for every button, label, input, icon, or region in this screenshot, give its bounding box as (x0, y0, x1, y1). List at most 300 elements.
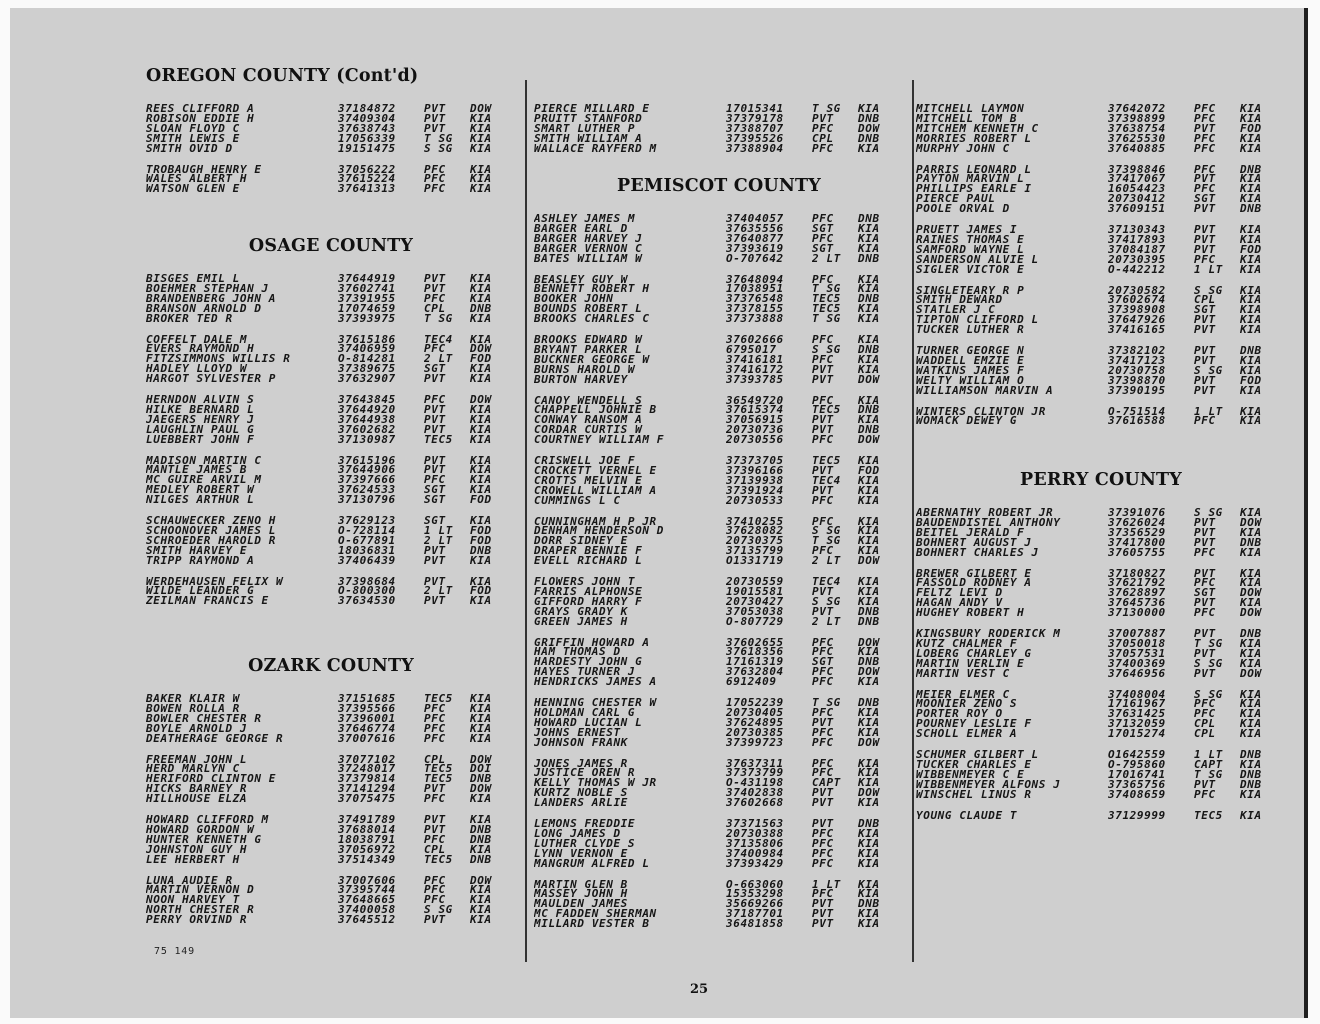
serial-number: 37129999 (1108, 810, 1166, 821)
soldier-name: PIERCE PAUL (916, 194, 996, 205)
rank: PFC (812, 889, 834, 900)
serial-number: 37373705 (726, 456, 784, 466)
soldier-name: HUNTER KENNETH G (146, 834, 262, 845)
casualty-row (916, 104, 1286, 114)
casualty-row (534, 425, 904, 435)
status-code: KIA (470, 404, 492, 415)
casualty-row (916, 518, 1286, 528)
status-code: DNB (1240, 537, 1262, 548)
soldier-name: COFFELT DALE M (146, 334, 248, 345)
rank: PFC (1194, 254, 1216, 265)
name-group (534, 214, 904, 263)
casualty-row (534, 546, 904, 556)
serial-number: 20730736 (726, 425, 784, 436)
soldier-name: ABERNATHY ROBERT JR (916, 508, 1054, 518)
soldier-name: JOHNS ERNEST (534, 727, 621, 738)
casualty-row (146, 274, 516, 284)
rank: PFC (424, 344, 446, 355)
soldier-name: PRUITT STANFORD (534, 113, 643, 124)
rank: PVT (812, 606, 834, 617)
status-code: DNB (470, 824, 492, 835)
status-code: KIA (1240, 355, 1262, 366)
serial-number: 37077102 (338, 754, 396, 765)
serial-number: 37379814 (338, 774, 396, 785)
soldier-name: DRAPER BENNIE F (534, 546, 643, 557)
serial-number: 17056339 (338, 133, 396, 144)
serial-number: 37391924 (726, 485, 784, 496)
casualty-row (534, 677, 904, 687)
serial-number: 37056972 (338, 844, 396, 855)
soldier-name: FLOWERS JOHN T (534, 577, 636, 587)
rank: 1 LT (1194, 264, 1223, 275)
soldier-name: HERIFORD CLINTON E (146, 774, 277, 785)
soldier-name: SCHOONOVER JAMES L (146, 525, 277, 536)
status-code: DOW (470, 395, 492, 405)
status-code: KIA (1240, 638, 1262, 649)
casualty-row (146, 724, 516, 734)
status-code: KIA (1240, 143, 1262, 154)
rank: TEC5 (812, 456, 841, 466)
rank: T SG (424, 133, 453, 144)
status-code: KIA (470, 555, 492, 566)
name-group (146, 694, 516, 743)
status-code: DOW (858, 788, 880, 799)
serial-number: 37634530 (338, 596, 396, 607)
rank: PVT (812, 485, 834, 496)
casualty-row (916, 690, 1286, 700)
serial-number: 37393975 (338, 313, 396, 324)
soldier-name: HAYES TURNER J (534, 667, 636, 678)
status-code: KIA (470, 374, 492, 384)
status-code: KIA (470, 905, 492, 916)
status-code: DOW (858, 667, 880, 678)
name-group (916, 569, 1286, 618)
serial-number: 37646774 (338, 723, 396, 734)
serial-number: 37648094 (726, 274, 784, 285)
rank: PVT (424, 465, 446, 476)
rank: PFC (812, 123, 834, 134)
casualty-row (534, 526, 904, 536)
soldier-name: CUMMINGS L C (534, 495, 621, 506)
rank: 1 LT (1194, 406, 1223, 417)
soldier-name: MARTIN VERLIN E (916, 658, 1025, 669)
casualty-row (534, 104, 904, 114)
serial-number: O-442212 (1108, 264, 1166, 275)
status-code: DOW (858, 374, 880, 385)
soldier-name: REES CLIFFORD A (146, 104, 255, 114)
soldier-name: SMITH HARVEY E (146, 545, 248, 556)
casualty-row (916, 588, 1286, 598)
rank: PFC (812, 838, 834, 849)
serial-number: 35669266 (726, 899, 784, 910)
rank: S SG (812, 596, 841, 607)
casualty-row (146, 755, 516, 765)
soldier-name: TURNER GEORGE N (916, 346, 1025, 356)
casualty-row (146, 536, 516, 546)
casualty-row (916, 790, 1286, 800)
status-code: KIA (470, 694, 492, 704)
rank: PVT (424, 815, 446, 825)
soldier-name: BISGES EMIL L (146, 274, 240, 284)
serial-number: 37644938 (338, 414, 396, 425)
rank: PVT (812, 425, 834, 436)
status-code: KIA (858, 838, 880, 849)
status-code: KIA (470, 283, 492, 294)
casualty-row (146, 425, 516, 435)
soldier-name: STATLER J C (916, 305, 996, 316)
rank: PFC (424, 875, 446, 886)
rank: TEC5 (812, 405, 841, 416)
status-code: DOW (470, 344, 492, 355)
status-code: KIA (858, 354, 880, 365)
soldier-name: TIPTON CLIFFORD L (916, 315, 1039, 326)
soldier-name: HERNDON ALVIN S (146, 395, 255, 405)
soldier-name: PIERCE MILLARD E (534, 104, 650, 114)
soldier-name: LONG JAMES D (534, 828, 621, 839)
name-group (534, 104, 904, 153)
rank: PVT (424, 113, 446, 124)
soldier-name: SCHROEDER HAROLD R (146, 535, 277, 546)
soldier-name: MILLARD VESTER B (534, 919, 650, 929)
status-code: KIA (858, 909, 880, 920)
status-code: KIA (470, 794, 492, 804)
serial-number: 37391955 (338, 293, 396, 304)
name-group (916, 407, 1286, 427)
status-code: KIA (1240, 547, 1262, 558)
rank: PFC (812, 495, 834, 506)
status-code: KIA (470, 334, 492, 345)
footer-code: 75 149 (154, 946, 195, 957)
rank: T SG (812, 104, 841, 114)
serial-number: 37638754 (1108, 123, 1166, 134)
casualty-row (534, 909, 904, 919)
soldier-name: MITCHEM KENNETH C (916, 123, 1039, 134)
casualty-row (146, 174, 516, 184)
status-code: DNB (858, 616, 880, 627)
serial-number: 37637311 (726, 758, 784, 769)
soldier-name: FITZSIMMONS WILLIS R (146, 354, 291, 365)
soldier-name: FREEMAN JOHN L (146, 754, 248, 765)
rank: S SG (812, 344, 841, 355)
status-code: KIA (1240, 699, 1262, 710)
status-code: DNB (858, 819, 880, 829)
rank: 1 LT (812, 879, 841, 890)
serial-number: 37629123 (338, 516, 396, 526)
casualty-row (916, 386, 1286, 396)
status-code: KIA (470, 174, 492, 185)
status-code: KIA (1240, 184, 1262, 195)
status-code: KIA (1240, 225, 1262, 235)
status-code: KIA (1240, 406, 1262, 417)
status-code: KIA (1240, 174, 1262, 185)
rank: PFC (1194, 608, 1216, 618)
casualty-row (146, 374, 516, 384)
casualty-row (146, 314, 516, 324)
status-code: DNB (1240, 346, 1262, 356)
soldier-name: HENDRICKS JAMES A (534, 677, 657, 687)
status-code: KIA (858, 456, 880, 466)
status-code: DOW (858, 556, 880, 566)
serial-number: 37626024 (1108, 517, 1166, 528)
serial-number: 37416165 (1108, 325, 1166, 335)
rank: PFC (1194, 104, 1216, 114)
soldier-name: FELTZ LEVI D (916, 588, 1003, 599)
rank: PFC (812, 546, 834, 557)
casualty-row (916, 204, 1286, 214)
casualty-row (146, 815, 516, 825)
status-code: KIA (858, 586, 880, 597)
status-code: KIA (1240, 264, 1262, 275)
casualty-row (146, 165, 516, 175)
soldier-name: PERRY ORVIND R (146, 915, 248, 925)
casualty-row (534, 435, 904, 445)
serial-number: 6912409 (726, 677, 777, 687)
soldier-name: MAULDEN JAMES (534, 899, 628, 910)
casualty-row (146, 184, 516, 194)
serial-number: 37624895 (726, 717, 784, 728)
soldier-name: WALES ALBERT H (146, 174, 248, 185)
status-code: KIA (858, 768, 880, 779)
serial-number: 37398908 (1108, 305, 1166, 316)
status-code: DNB (858, 113, 880, 124)
status-code: DOI (470, 764, 492, 775)
casualty-row (146, 304, 516, 314)
name-group (146, 274, 516, 323)
status-code: KIA (470, 915, 492, 925)
soldier-name: HUGHEY ROBERT H (916, 608, 1025, 618)
status-code: DNB (858, 899, 880, 910)
soldier-name: DEATHERAGE GEORGE R (146, 733, 284, 744)
rank: PFC (424, 703, 446, 714)
soldier-name: HOWARD GORDON W (146, 824, 255, 835)
status-code: DNB (1240, 204, 1262, 214)
serial-number: 37631425 (1108, 709, 1166, 720)
status-code: KIA (858, 516, 880, 527)
casualty-row (534, 214, 904, 224)
rank: T SG (812, 698, 841, 708)
casualty-row (916, 295, 1286, 305)
column-divider (525, 80, 527, 962)
soldier-name: BURTON HARVEY (534, 374, 628, 385)
serial-number: 20730559 (726, 577, 784, 587)
status-code: KIA (470, 895, 492, 906)
soldier-name: BATES WILLIAM W (534, 253, 643, 264)
rank: PVT (424, 374, 446, 384)
status-code: KIA (858, 647, 880, 658)
soldier-name: BEITEL JERALD F (916, 527, 1025, 538)
status-code: KIA (858, 475, 880, 486)
casualty-row (916, 134, 1286, 144)
status-code: KIA (1240, 578, 1262, 589)
rank: CPL (424, 844, 446, 855)
soldier-name: CANOY WENDELL S (534, 395, 643, 406)
soldier-name: EVERS RAYMOND H (146, 344, 255, 355)
rank: PFC (1194, 789, 1216, 800)
casualty-row (146, 596, 516, 606)
status-code: KIA (1240, 810, 1262, 821)
casualty-row (534, 517, 904, 527)
rank: PFC (812, 667, 834, 678)
rank: PFC (424, 293, 446, 304)
soldier-name: LUNA AUDIE R (146, 875, 233, 886)
status-code: KIA (470, 465, 492, 476)
soldier-name: CROWELL WILLIAM A (534, 485, 657, 496)
rank: PFC (812, 758, 834, 769)
status-code: KIA (858, 577, 880, 587)
casualty-row (146, 835, 516, 845)
serial-number: 37645512 (338, 915, 396, 925)
soldier-name: FARRIS ALPHONSE (534, 586, 643, 597)
soldier-name: BARGER HARVEY J (534, 233, 643, 244)
status-code: KIA (470, 274, 492, 284)
rank: PFC (424, 713, 446, 724)
status-code: DOW (470, 875, 492, 886)
county-heading: PERRY COUNTY (1020, 470, 1182, 490)
serial-number: 20730405 (726, 707, 784, 718)
soldier-name: BROKER TED R (146, 313, 233, 324)
status-code: DNB (858, 405, 880, 416)
serial-number: 20730412 (1108, 194, 1166, 205)
rank: 2 LT (812, 616, 841, 627)
status-code: KIA (858, 758, 880, 769)
status-code: DNB (858, 344, 880, 355)
rank: PFC (1194, 143, 1216, 154)
soldier-name: KURTZ NOBLE S (534, 788, 628, 799)
casualty-row (146, 344, 516, 354)
serial-number: 20730388 (726, 828, 784, 839)
soldier-name: SINGLETEARY R P (916, 285, 1025, 296)
casualty-row (534, 587, 904, 597)
casualty-row (534, 304, 904, 314)
casualty-row (146, 114, 516, 124)
serial-number: 37605755 (1108, 547, 1166, 558)
serial-number: 37389675 (338, 364, 396, 375)
casualty-row (534, 224, 904, 234)
column-divider (912, 80, 914, 962)
casualty-row (146, 895, 516, 905)
casualty-row (916, 124, 1286, 134)
soldier-name: TROBAUGH HENRY E (146, 164, 262, 175)
serial-number: 37388904 (726, 143, 784, 154)
rank: PVT (1194, 779, 1216, 790)
serial-number: 37056222 (338, 164, 396, 175)
status-code: KIA (470, 133, 492, 144)
rank: PVT (1194, 174, 1216, 185)
soldier-name: NILGES ARTHUR L (146, 495, 255, 505)
casualty-row (146, 364, 516, 374)
serial-number: 37391076 (1108, 508, 1166, 518)
rank: PVT (812, 788, 834, 799)
soldier-name: HERD MARLYN C (146, 764, 240, 775)
casualty-row (534, 880, 904, 890)
serial-number: 37390195 (1108, 385, 1166, 396)
rank: PFC (812, 727, 834, 738)
casualty-row (916, 649, 1286, 659)
status-code: FOD (470, 535, 492, 546)
rank: PFC (812, 516, 834, 527)
serial-number: O-677891 (338, 535, 396, 546)
rank: PFC (812, 637, 834, 648)
status-code: DOW (470, 784, 492, 795)
status-code: DNB (1240, 769, 1262, 780)
status-code: DOW (858, 123, 880, 134)
soldier-name: SCHUMER GILBERT L (916, 750, 1039, 760)
casualty-row (534, 829, 904, 839)
rank: PVT (1194, 315, 1216, 326)
serial-number: 37399723 (726, 737, 784, 748)
casualty-row (146, 284, 516, 294)
rank: S SG (424, 143, 453, 154)
status-code: DOW (858, 637, 880, 648)
soldier-name: BUCKNER GEORGE W (534, 354, 650, 365)
casualty-row (146, 855, 516, 865)
rank: PVT (424, 784, 446, 795)
casualty-row (916, 569, 1286, 579)
rank: PFC (812, 647, 834, 658)
casualty-row (146, 516, 516, 526)
status-code: KIA (858, 848, 880, 859)
casualty-row (916, 194, 1286, 204)
serial-number: 37402838 (726, 788, 784, 799)
rank: PVT (1194, 598, 1216, 609)
casualty-row (534, 759, 904, 769)
soldier-name: BREWER GILBERT E (916, 568, 1032, 579)
status-code: DOW (1240, 588, 1262, 599)
status-code: DOW (470, 754, 492, 765)
soldier-name: TRIPP RAYMOND A (146, 555, 255, 566)
rank: CAPT (1194, 759, 1223, 770)
soldier-name: LAUGHLIN PAUL G (146, 424, 255, 435)
serial-number: O-663060 (726, 879, 784, 890)
serial-number: 37400984 (726, 848, 784, 859)
soldier-name: JOHNSTON GUY H (146, 844, 248, 855)
soldier-name: ROBISON EDDIE H (146, 113, 255, 124)
soldier-name: MARTIN VEST C (916, 668, 1010, 679)
serial-number: 37398684 (338, 576, 396, 587)
rank: PVT (812, 465, 834, 476)
serial-number: O-728114 (338, 525, 396, 536)
casualty-row (534, 466, 904, 476)
rank: T SG (812, 314, 841, 324)
status-code: DOW (470, 104, 492, 114)
soldier-name: MASSEY JOHN H (534, 889, 628, 900)
rank: PVT (424, 596, 446, 607)
casualty-row (916, 729, 1286, 739)
rank: SGT (1194, 305, 1216, 316)
casualty-row (146, 885, 516, 895)
county-heading: PEMISCOT COUNTY (617, 176, 821, 196)
soldier-name: HARGOT SYLVESTER P (146, 374, 277, 384)
casualty-row (916, 305, 1286, 315)
casualty-row (534, 708, 904, 718)
soldier-name: POURNEY LESLIE F (916, 719, 1032, 730)
rank: SGT (424, 485, 446, 496)
rank: TEC4 (812, 475, 841, 486)
serial-number: 37371563 (726, 819, 784, 829)
rank: PVT (812, 919, 834, 929)
soldier-name: BOYLE ARNOLD J (146, 723, 248, 734)
soldier-name: NOON HARVEY T (146, 895, 240, 906)
status-code: KIA (470, 313, 492, 324)
soldier-name: BOEHMER STEPHAN J (146, 283, 269, 294)
serial-number: 37408004 (1108, 689, 1166, 700)
rank: TEC5 (424, 694, 453, 704)
casualty-row (534, 819, 904, 829)
status-code: KIA (1240, 133, 1262, 144)
status-code: KIA (1240, 315, 1262, 326)
casualty-row (916, 629, 1286, 639)
status-code: FOD (470, 495, 492, 505)
